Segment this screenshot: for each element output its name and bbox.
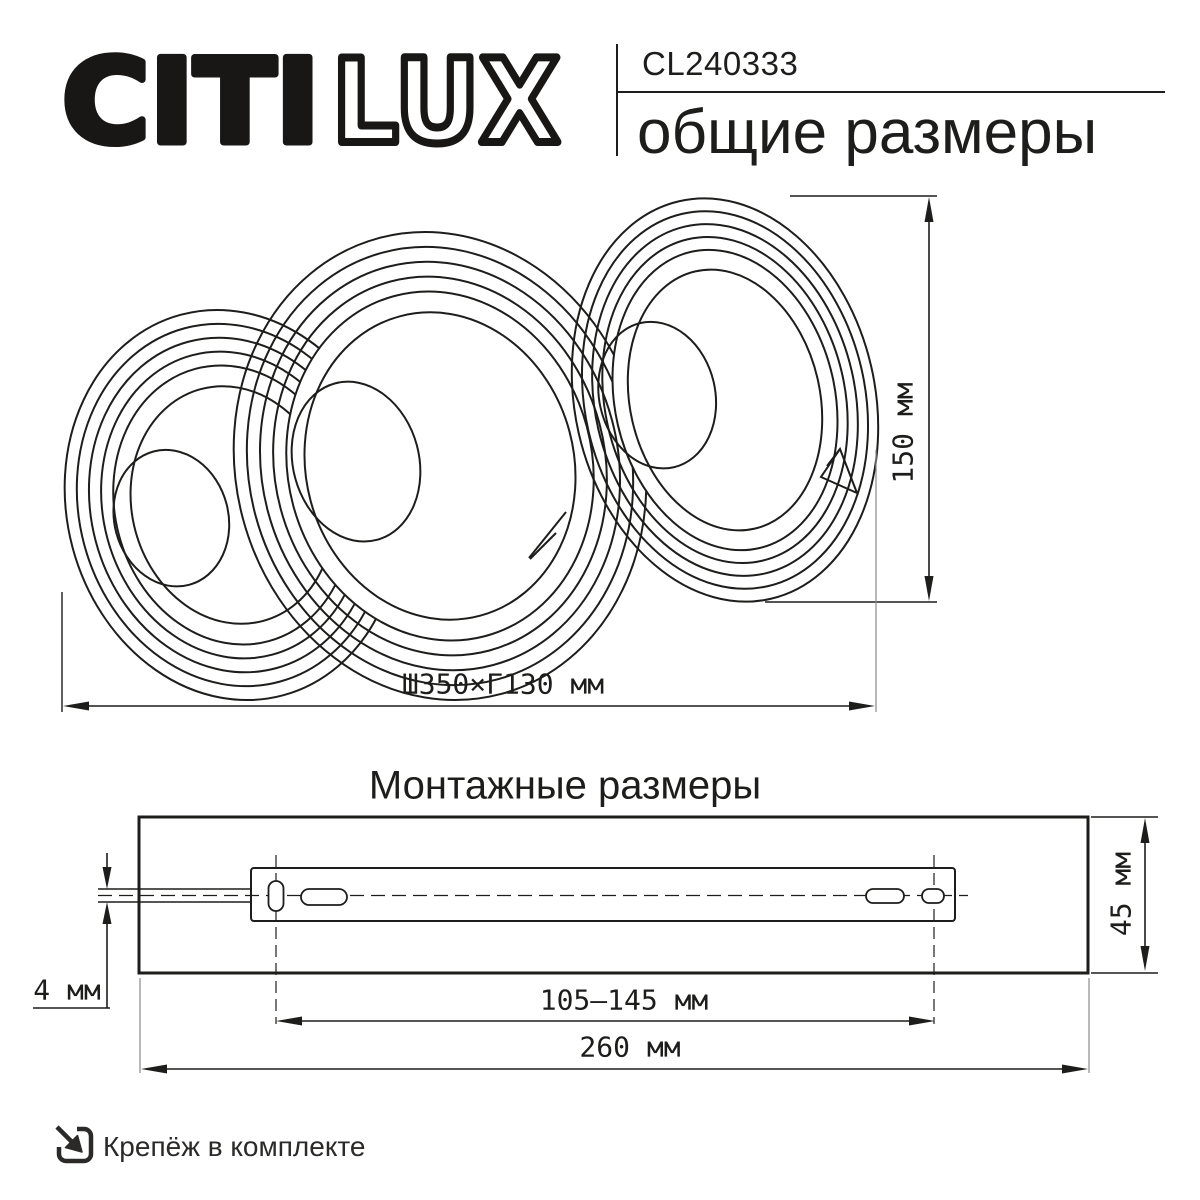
hole-right xyxy=(922,889,944,903)
width-dimension-label: Ш350×Г130 мм xyxy=(401,667,605,701)
logo-citi-text: CITI xyxy=(62,35,320,168)
logo-lux-text: LUX xyxy=(332,35,560,168)
slot-left xyxy=(301,889,347,905)
arrow-into-box-icon xyxy=(52,1122,98,1168)
slot-right xyxy=(866,889,904,903)
height-dimension-label: 150 мм xyxy=(886,382,920,484)
dimension-105-145mm xyxy=(276,1017,935,1026)
lamp-disc-right xyxy=(533,167,917,632)
hole-span-dimension-label: 105–145 мм xyxy=(539,983,709,1017)
page-title: общие размеры xyxy=(637,98,1098,167)
mounting-bracket xyxy=(251,868,955,921)
keyhole-slot-vertical xyxy=(269,881,284,911)
mounting-section-title: Монтажные размеры xyxy=(368,763,762,808)
plate-length-dimension-label: 260 мм xyxy=(579,1030,681,1064)
fasteners-included-note: Крепёж в комплекте xyxy=(103,1131,366,1162)
model-number: CL240333 xyxy=(642,45,799,82)
thickness-dimension-label: 4 мм xyxy=(33,973,101,1007)
plate-height-dimension-label: 45 мм xyxy=(1104,851,1138,937)
